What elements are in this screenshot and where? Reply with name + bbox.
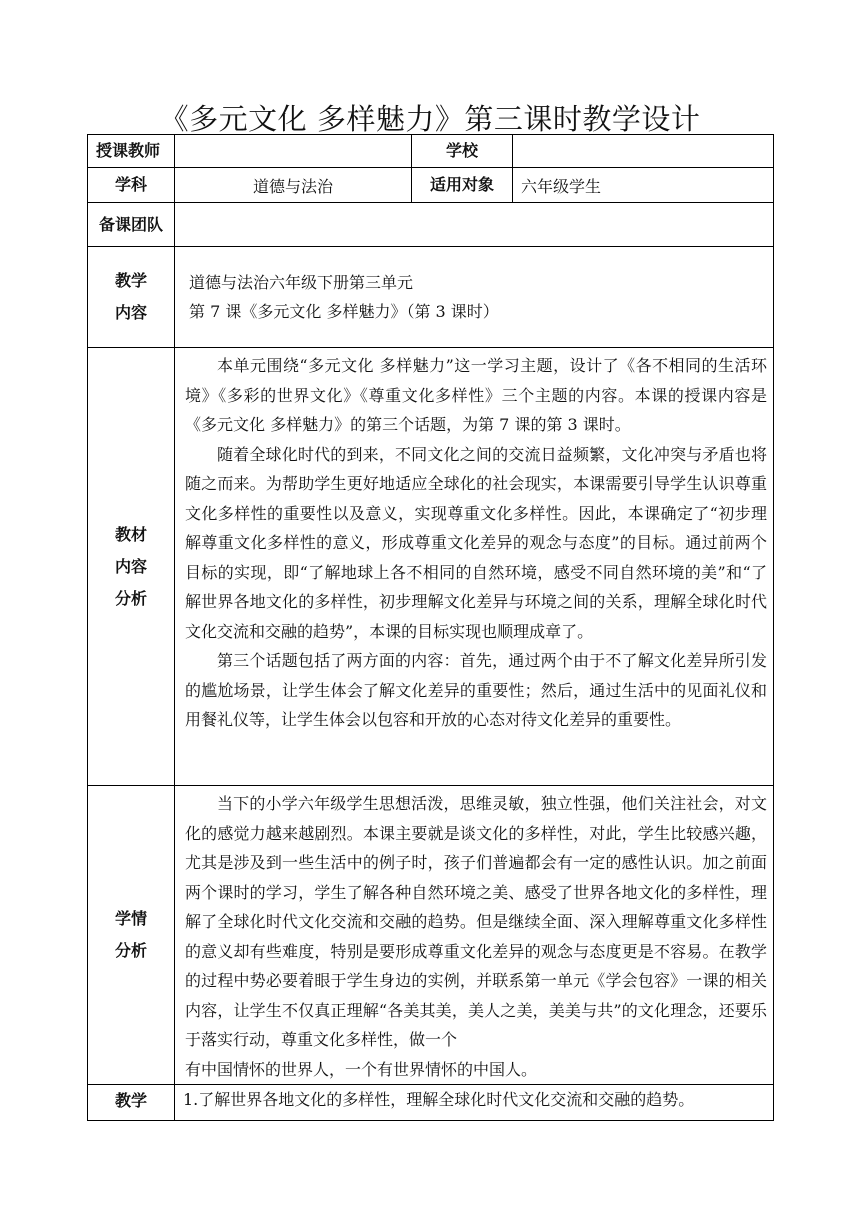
- student-analysis-label-line1: 学情: [114, 909, 147, 928]
- team-value: [175, 203, 774, 247]
- teaching-content-line2: 第 7 课《多元文化 多样魅力》（第 3 课时）: [189, 302, 499, 321]
- teaching-goals-label: 教学: [88, 1085, 175, 1121]
- row-team: [88, 203, 774, 247]
- page-title: 《多元文化 多样魅力》第三课时教学设计: [159, 102, 701, 136]
- teacher-label: 授课教师: [88, 135, 175, 168]
- teacher-value: [175, 135, 412, 168]
- student-analysis-last-line: 有中国情怀的世界人，一个有世界情怀的中国人。: [185, 1059, 538, 1079]
- row-subject: [88, 168, 774, 203]
- audience-value: 六年级学生: [513, 168, 774, 203]
- row-teaching-goals: [88, 1085, 774, 1121]
- teaching-content-label-line2: 内容: [114, 303, 147, 322]
- analysis-paragraph: 第三个话题包括了两方面的内容：首先，通过两个由于不了解文化差异所引发的尴尬场景，让学生体会了解文化差异的重要性；然后，通过生活中的见面礼仪和用餐礼仪等，让学生体会以包容和开放的心态对待文化差异的重要性。: [185, 651, 767, 729]
- teaching-content-label-line1: 教学: [114, 271, 147, 290]
- subject-label: 学科: [88, 168, 175, 203]
- student-analysis-label-line2: 分析: [114, 941, 147, 960]
- row-teacher: [88, 135, 774, 168]
- student-analysis-cell: [175, 786, 774, 1085]
- student-analysis-label: [88, 786, 175, 1085]
- teaching-content-line1: 道德与法治六年级下册第三单元: [189, 273, 414, 292]
- material-analysis-label-line1: 教材: [114, 524, 147, 544]
- school-label: 学校: [412, 135, 513, 168]
- analysis-paragraph: 本单元围绕“多元文化 多样魅力”这一学习主题，设计了《各不相同的生活环境》《多彩的世界文化》《尊重文化多样性》三个主题的内容。本课的授课内容是《多元文化 多样魅力》的第三个话题，为第 7 课的第 3 课时。: [185, 356, 767, 434]
- teaching-content-label: [88, 247, 175, 348]
- student-analysis-paragraph: 当下的小学六年级学生思想活泼，思维灵敏，独立性强，他们关注社会，对文化的感觉力越来越剧烈。本课主要就是谈文化的多样性，对此，学生比较感兴趣，尤其是涉及到一些生活中的例子时，孩子们普遍都会有一定的感性认识。加之前面两个课时的学习，学生了解各种自然环境之美、感受了世界各地文化的多样性，理解了全球化时代文化交流和交融的趋势。但是继续全面、深入理解尊重文化多样性的意义却有些难度，特别是要形成尊重文化差异的观念与态度更是不容易。在教学的过程中势必要着眼于学生身边的实例，并联系第一单元《学会包容》一课的相关内容，让学生不仅真正理解“各美其美，美人之美，美美与共”的文化理念，还要乐于落实行动，尊重文化多样性，做一个: [185, 794, 767, 1049]
- teaching-content-cell: [175, 247, 774, 348]
- material-analysis-label-line3: 分析: [114, 588, 147, 608]
- lesson-plan-table: [87, 134, 774, 1121]
- subject-value: 道德与法治: [175, 168, 412, 203]
- row-student-analysis: [88, 786, 774, 1085]
- row-material-analysis: [88, 348, 774, 786]
- row-teaching-content: [88, 247, 774, 348]
- analysis-paragraph: 随着全球化时代的到来，不同文化之间的交流日益频繁，文化冲突与矛盾也将随之而来。为帮助学生更好地适应全球化的社会现实，本课需要引导学生认识尊重文化多样性的重要性以及意义，实现尊重文化多样性。因此，本课确定了“初步理解尊重文化多样性的意义，形成尊重文化差异的观念与态度”的目标。通过前两个目标的实现，即“了解地球上各不相同的自然环境，感受不同自然环境的美”和“了解世界各地文化的多样性，初步理解文化差异与环境之间的关系，理解全球化时代文化交流和交融的趋势”，本课的目标实现也顺理成章了。: [185, 444, 767, 641]
- teaching-goal-item: 1.了解世界各地文化的多样性，理解全球化时代文化交流和交融的趋势。: [175, 1085, 774, 1121]
- material-analysis-label: [88, 348, 175, 786]
- audience-label: 适用对象: [412, 168, 513, 203]
- school-value: [513, 135, 774, 168]
- team-label: 备课团队: [88, 203, 175, 247]
- material-analysis-cell: [175, 348, 774, 786]
- material-analysis-label-line2: 内容: [114, 556, 147, 576]
